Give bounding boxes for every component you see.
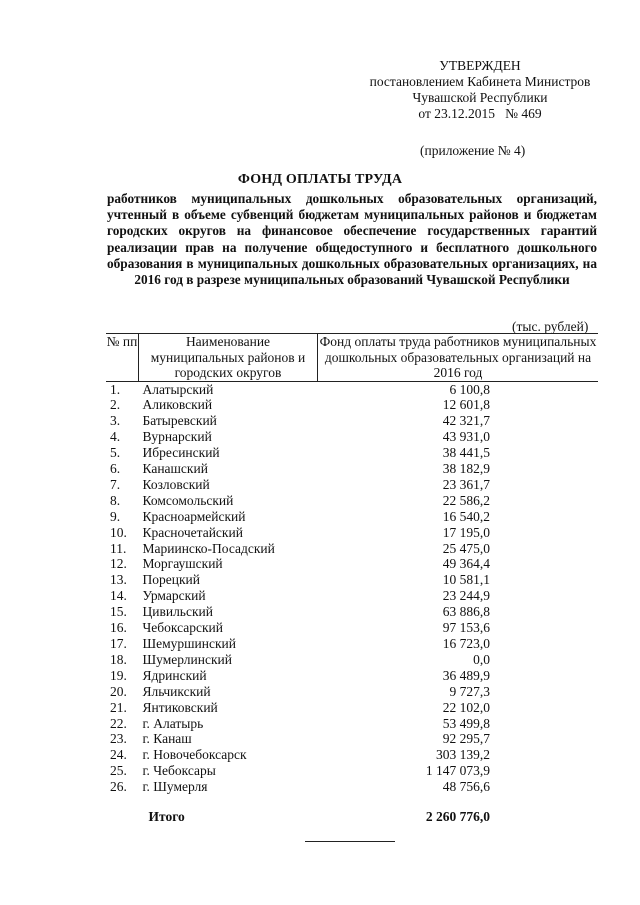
row-number: 16. bbox=[110, 620, 127, 636]
table-row bbox=[106, 541, 598, 557]
row-value: 63 886,8 bbox=[442, 604, 490, 620]
row-value: 16 540,2 bbox=[442, 508, 490, 524]
document-subtitle: работников муниципальных дошкольных образовательных организаций, учтенный в объеме субвенций бюджетам муниципальных районов и бюджетам городских округов на финансовое обеспечение государственных гарантий реализации прав на получение общедоступного и бесплатного дошкольного образования в муниципальных дошкольных образовательных организациях, на 2016 год в разрезе муниципальных образований Чувашской Республики bbox=[107, 191, 597, 288]
table-row bbox=[106, 747, 598, 763]
row-number: 17. bbox=[110, 636, 127, 651]
row-number: 4. bbox=[110, 429, 121, 445]
row-value: 23 244,9 bbox=[442, 588, 490, 604]
table-row bbox=[106, 652, 598, 668]
row-value: 53 499,8 bbox=[442, 715, 490, 731]
row-number: 8. bbox=[110, 492, 121, 508]
table-row bbox=[106, 604, 598, 620]
table-row bbox=[106, 381, 598, 397]
row-number: 24. bbox=[110, 747, 127, 763]
row-name: г. Шумерля bbox=[142, 779, 208, 795]
row-number: 3. bbox=[110, 413, 121, 429]
table-row bbox=[106, 525, 598, 541]
table-row bbox=[106, 731, 598, 747]
total-row bbox=[106, 809, 598, 825]
row-value: 16 723,0 bbox=[442, 636, 490, 651]
row-value: 17 195,0 bbox=[442, 524, 490, 540]
table-row bbox=[106, 636, 598, 652]
table-row bbox=[106, 413, 598, 429]
approval-block bbox=[360, 58, 600, 122]
row-number: 2. bbox=[110, 397, 121, 413]
table-body bbox=[106, 381, 598, 825]
row-name: Яльчикский bbox=[142, 683, 211, 699]
row-number: 10. bbox=[110, 524, 127, 540]
row-value: 9 727,3 bbox=[449, 683, 490, 699]
row-name: Шумерлинский bbox=[142, 651, 232, 667]
row-name: г. Алатырь bbox=[142, 715, 204, 731]
row-name: Вурнарский bbox=[142, 429, 212, 445]
row-name: Аликовский bbox=[142, 397, 213, 413]
row-value: 38 182,9 bbox=[442, 461, 490, 477]
row-value: 23 361,7 bbox=[442, 476, 490, 492]
row-value: 43 931,0 bbox=[442, 429, 490, 445]
row-name: Красноармейский bbox=[142, 508, 246, 524]
row-name: Шемуршинский bbox=[142, 636, 236, 651]
row-value: 49 364,4 bbox=[442, 556, 490, 572]
row-number: 7. bbox=[110, 476, 121, 492]
approval-line-1: УТВЕРЖДЕН bbox=[439, 58, 521, 73]
row-name: Ядринский bbox=[142, 667, 207, 683]
units-label: (тыс. рублей) bbox=[512, 319, 589, 334]
table-row bbox=[106, 461, 598, 477]
row-value: 1 147 073,9 bbox=[425, 763, 490, 779]
total-value: 2 260 776,0 bbox=[425, 809, 490, 825]
closing-rule bbox=[305, 841, 395, 842]
row-number: 15. bbox=[110, 604, 127, 620]
header-name: Наименование муниципальных районов и городских округов bbox=[139, 334, 318, 382]
table-row bbox=[106, 763, 598, 779]
header-num: № пп bbox=[106, 334, 139, 382]
row-name: Чебоксарский bbox=[142, 620, 224, 636]
spacer-row bbox=[106, 795, 598, 809]
row-name: Красночетайский bbox=[142, 524, 243, 540]
table-row bbox=[106, 716, 598, 732]
table-row bbox=[106, 620, 598, 636]
table-row bbox=[106, 429, 598, 445]
table-row bbox=[106, 572, 598, 588]
approval-line-3: Чувашской Республики bbox=[412, 90, 548, 105]
row-number: 9. bbox=[110, 508, 121, 524]
row-number: 12. bbox=[110, 556, 127, 572]
row-name: Янтиковский bbox=[142, 699, 218, 715]
row-name: Алатырский bbox=[142, 381, 214, 397]
row-number: 25. bbox=[110, 763, 127, 779]
row-value: 38 441,5 bbox=[442, 445, 490, 461]
row-number: 13. bbox=[110, 572, 127, 588]
total-blank bbox=[106, 809, 139, 825]
row-name: Комсомольский bbox=[142, 492, 234, 508]
table-row bbox=[106, 509, 598, 525]
row-value: 6 100,8 bbox=[449, 381, 490, 397]
payroll-table bbox=[106, 333, 598, 825]
table-row bbox=[106, 700, 598, 716]
table-row bbox=[106, 397, 598, 413]
row-number: 19. bbox=[110, 667, 127, 683]
row-name: Моргаушский bbox=[142, 556, 223, 572]
header-value: Фонд оплаты труда работников муниципальных дошкольных образовательных организаций на 2016 год bbox=[318, 334, 599, 382]
row-number: 1. bbox=[110, 381, 121, 397]
row-number: 23. bbox=[110, 731, 127, 747]
table-row bbox=[106, 779, 598, 795]
row-number: 14. bbox=[110, 588, 127, 604]
row-value: 10 581,1 bbox=[442, 572, 490, 588]
row-name: Канашский bbox=[142, 461, 208, 477]
row-name: Мариинско-Посадский bbox=[142, 540, 275, 556]
row-value: 36 489,9 bbox=[442, 667, 490, 683]
row-value: 48 756,6 bbox=[442, 779, 490, 795]
table-row bbox=[106, 668, 598, 684]
row-number: 21. bbox=[110, 699, 127, 715]
row-value: 0,0 bbox=[473, 651, 490, 667]
table-row bbox=[106, 445, 598, 461]
row-number: 26. bbox=[110, 779, 127, 795]
approval-line-4: от 23.12.2015 № 469 bbox=[418, 106, 542, 121]
row-number: 6. bbox=[110, 461, 121, 477]
row-value: 25 475,0 bbox=[442, 540, 490, 556]
row-number: 5. bbox=[110, 445, 121, 461]
row-name: Ибресинский bbox=[142, 445, 220, 461]
row-name: г. Новочебоксарск bbox=[142, 747, 247, 763]
row-name: Батыревский bbox=[142, 413, 217, 429]
row-number: 18. bbox=[110, 651, 127, 667]
appendix-label: (приложение № 4) bbox=[420, 143, 526, 158]
row-value: 42 321,7 bbox=[442, 413, 490, 429]
table-row bbox=[106, 477, 598, 493]
row-name: Козловский bbox=[142, 476, 210, 492]
approval-line-2: постановлением Кабинета Министров bbox=[369, 74, 591, 89]
document-title: ФОНД ОПЛАТЫ ТРУДА bbox=[237, 172, 403, 187]
row-name: Цивильский bbox=[142, 604, 213, 620]
row-name: Урмарский bbox=[142, 588, 206, 604]
table-header-row bbox=[106, 334, 598, 382]
row-value: 12 601,8 bbox=[442, 397, 490, 413]
table-row bbox=[106, 684, 598, 700]
row-name: г. Чебоксары bbox=[142, 763, 216, 779]
row-number: 20. bbox=[110, 683, 127, 699]
row-value: 92 295,7 bbox=[442, 731, 490, 747]
total-label: Итого bbox=[148, 809, 185, 825]
row-value: 303 139,2 bbox=[436, 747, 490, 763]
table-row bbox=[106, 588, 598, 604]
row-value: 22 102,0 bbox=[442, 699, 490, 715]
row-value: 22 586,2 bbox=[442, 492, 490, 508]
row-value: 97 153,6 bbox=[442, 620, 490, 636]
row-name: г. Канаш bbox=[142, 731, 192, 747]
table-row bbox=[106, 556, 598, 572]
row-number: 22. bbox=[110, 715, 127, 731]
row-name: Порецкий bbox=[142, 572, 200, 588]
table-row bbox=[106, 493, 598, 509]
row-number: 11. bbox=[110, 540, 127, 556]
